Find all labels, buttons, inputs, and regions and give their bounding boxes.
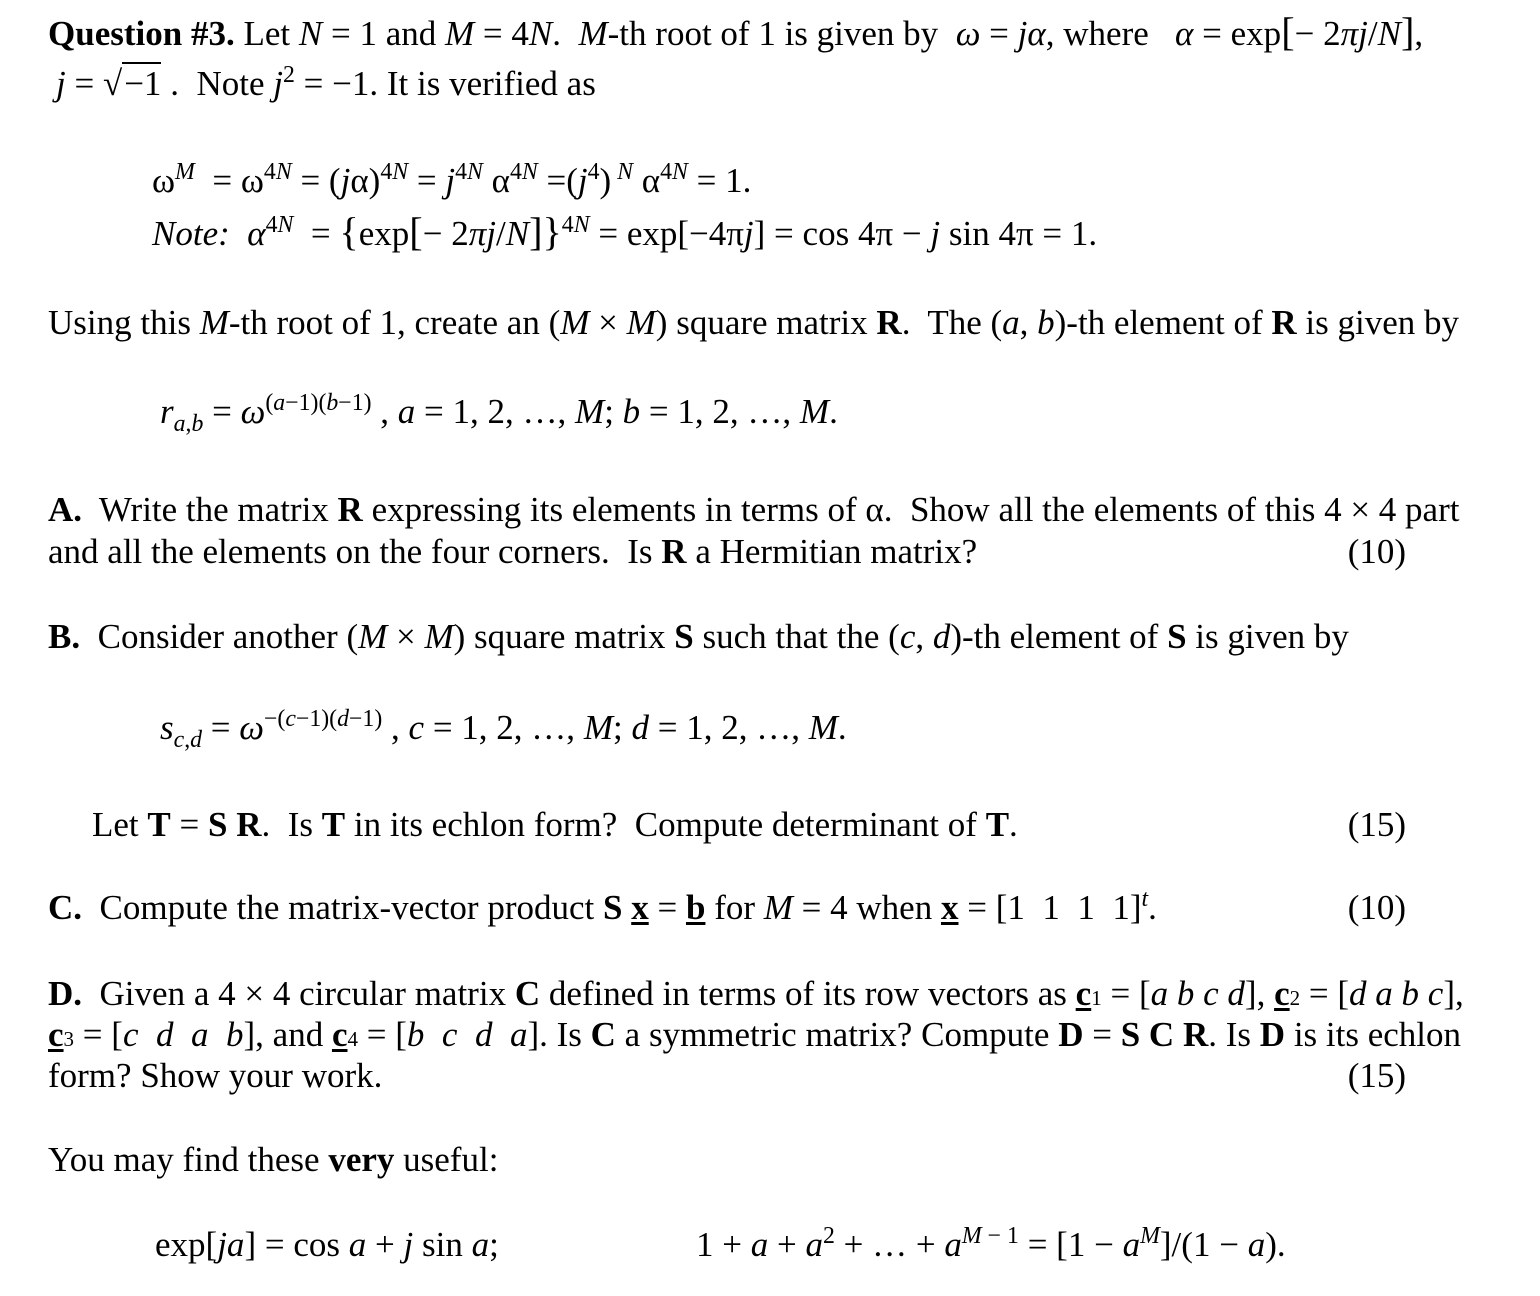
part-a-line-1: A. Write the matrix R expressing its elements in terms of α. Show all the elements of this 4 × 4 part [48, 490, 1460, 529]
matrix-r-definition: $r_{a,b} = \omega^{(a-1)(b-1)}$ , a = 1, 2, …, M; b = 1, 2, …, M. [160, 389, 838, 438]
matrix-r-intro: Using this M-th root of 1, create an (M × M) square matrix R. The (a, b)-th element of R is given by [48, 303, 1459, 342]
part-c-points: (10) [1347, 888, 1406, 927]
question-line-1: Question #3. Let N = 1 and M = 4N. M-th root of 1 is given by ω = jα, where α = exp[− 2πj/N], [48, 9, 1424, 54]
part-c-line-1: C. Compute the matrix-vector product S x = b for M = 4 when x = [1 1 1 1]$^t$. [48, 885, 1157, 927]
part-a-line-2: and all the elements on the four corners. Is R a Hermitian matrix? [48, 532, 978, 571]
part-b-points: (15) [1347, 805, 1406, 844]
formula-euler: exp[ja] = cos a + j sin a; [155, 1225, 499, 1264]
question-label: Question #3. [48, 14, 235, 53]
part-b-line-1: B. Consider another (M × M) square matrix S such that the (c, d)-th element of S is given by [48, 617, 1349, 656]
part-d-line-3: form? Show your work. [48, 1056, 383, 1095]
useful-intro: You may find these very useful: [48, 1140, 499, 1179]
part-d-label: D. [48, 974, 83, 1013]
part-a-label: A. [48, 490, 83, 529]
part-d-line-1: D. Given a 4 × 4 circular matrix C defined in terms of its row vectors as c1 = [a b c d], c2 = [d a b c], [48, 974, 1464, 1013]
verification-note: Note: $\alpha^{4N} = \{\exp[- 2\pi j/N]\}^{4N} = \exp[-4\pi j] = \cos 4\pi - j$ sin 4π = 1. [152, 209, 1098, 254]
part-d-points: (15) [1347, 1056, 1406, 1095]
question-line-2: j = √−1 . Note $j^2 = -1$. It is verified as [56, 61, 596, 103]
matrix-s-definition: $s_{c,d} = \omega^{-(c-1)(d-1)}$ , c = 1, 2, …, M; d = 1, 2, …, M. [160, 705, 847, 754]
part-b-label: B. [48, 617, 81, 656]
part-b-line-2: Let T = S R. Is T in its echlon form? Compute determinant of T. [92, 805, 1018, 844]
part-c-label: C. [48, 888, 83, 927]
formula-geometric-series: $1 + a + a^2$ + … + $a^{M - 1} = [1 - a^M]/(1 - a)$. [696, 1222, 1286, 1264]
verification-equation: $\omega^M = \omega^{4N} = (j\alpha)^{4N} = j^{4N}$ $\alpha^{4N} =(j^4)$ $^N$ $\alpha^{4N} = 1$. [152, 158, 752, 200]
part-d-line-2: c3 = [c d a b], and c4 = [b c d a]. Is C a symmetric matrix? Compute D = S C R. Is D is its echlon [48, 1015, 1462, 1054]
part-a-points: (10) [1347, 532, 1406, 571]
